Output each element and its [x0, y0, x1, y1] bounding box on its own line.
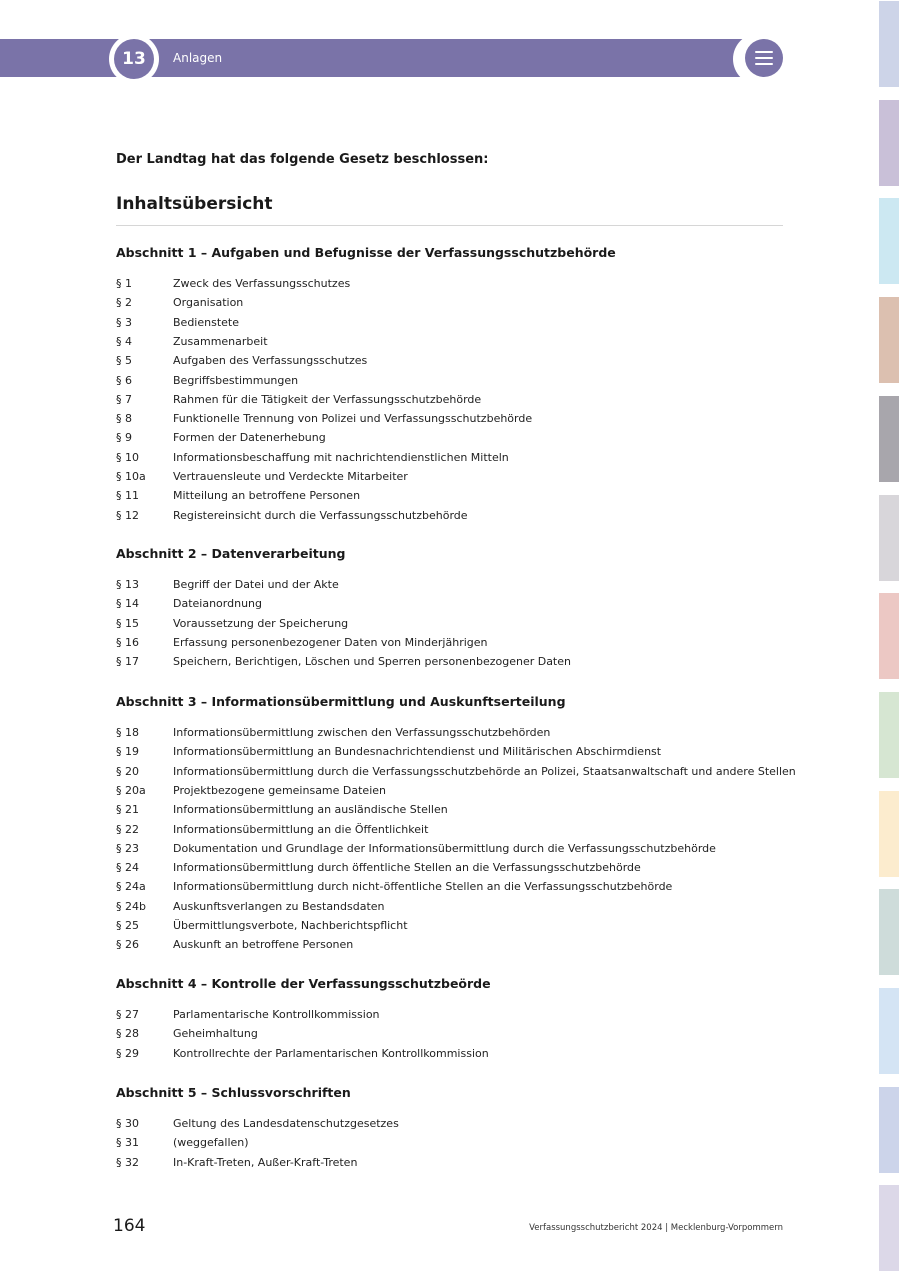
- paragraph-number: § 14: [116, 597, 139, 611]
- intro-text: Der Landtag hat das folgende Gesetz beschlossen:: [116, 152, 489, 167]
- chapter-tab-3[interactable]: [879, 198, 899, 284]
- paragraph-title: In-Kraft-Treten, Außer-Kraft-Treten: [173, 1155, 358, 1169]
- paragraph-number: § 30: [116, 1117, 139, 1130]
- paragraph-number: § 26: [116, 938, 139, 952]
- paragraph-title: Geltung des Landesdatenschutzgesetzes: [173, 1117, 399, 1130]
- paragraph-title: Informationsübermittlung an die Öffentlichkeit: [173, 822, 429, 836]
- paragraph-number: § 23: [116, 841, 139, 855]
- paragraph-number: § 5: [116, 354, 132, 368]
- chapter-tab-7[interactable]: [879, 593, 899, 679]
- footer-text: Verfassungsschutzbericht 2024 | Mecklenburg-Vorpommern: [529, 1223, 783, 1233]
- paragraph-number: § 24a: [116, 880, 146, 894]
- chapter-tab-13[interactable]: [879, 1185, 899, 1271]
- chapter-tab-2[interactable]: [879, 100, 899, 186]
- paragraph-title: Organisation: [173, 296, 244, 310]
- page-number: 164: [113, 1216, 146, 1236]
- paragraph-title: Informationsübermittlung durch öffentliche Stellen an die Verfassungsschutzbehörde: [173, 861, 641, 875]
- paragraph-title: Informationsbeschaffung mit nachrichtendienstlichen Mitteln: [173, 450, 509, 464]
- paragraph-number: § 15: [116, 616, 139, 630]
- section-heading: Abschnitt 1 – Aufgaben und Befugnisse der Verfassungsschutzbehörde: [116, 245, 616, 260]
- menu-button[interactable]: [745, 39, 783, 77]
- chapter-tab-6[interactable]: [879, 495, 899, 581]
- section-heading: Abschnitt 3 – Informationsübermittlung und Auskunftserteilung: [116, 694, 566, 709]
- paragraph-number: § 22: [116, 822, 139, 836]
- chapter-tab-11[interactable]: [879, 988, 899, 1074]
- paragraph-number: § 3: [116, 315, 132, 329]
- paragraph-title: Funktionelle Trennung von Polizei und Verfassungsschutzbehörde: [173, 412, 533, 426]
- paragraph-number: § 1: [116, 277, 132, 290]
- paragraph-title: Kontrollrechte der Parlamentarischen Kontrollkommission: [173, 1046, 489, 1060]
- paragraph-title: Voraussetzung der Speicherung: [173, 616, 349, 630]
- chapter-tab-5[interactable]: [879, 396, 899, 482]
- paragraph-number: § 28: [116, 1027, 139, 1041]
- paragraph-title: Formen der Datenerhebung: [173, 431, 326, 445]
- paragraph-title: Erfassung personenbezogener Daten von Minderjährigen: [173, 635, 488, 649]
- toc-title: Inhaltsübersicht: [116, 194, 273, 214]
- paragraph-title: Dateianordnung: [173, 597, 262, 611]
- paragraph-number: § 25: [116, 919, 139, 932]
- paragraph-number: § 9: [116, 431, 132, 445]
- paragraph-number: § 27: [116, 1008, 139, 1021]
- chapter-tab-4[interactable]: [879, 297, 899, 383]
- paragraph-number: § 10: [116, 450, 139, 464]
- paragraph-title: Auskunftsverlangen zu Bestandsdaten: [173, 899, 385, 913]
- section-heading: Abschnitt 4 – Kontrolle der Verfassungsschutzbeörde: [116, 976, 491, 991]
- paragraph-title: Begriff der Datei und der Akte: [173, 578, 339, 591]
- chapter-tab-9[interactable]: [879, 791, 899, 877]
- paragraph-title: Aufgaben des Verfassungsschutzes: [173, 354, 368, 368]
- paragraph-title: Informationsübermittlung durch nicht-öffentliche Stellen an die Verfassungsschutzbehörde: [173, 880, 673, 894]
- paragraph-number: § 10a: [116, 470, 146, 483]
- paragraph-title: Zusammenarbeit: [173, 334, 268, 348]
- paragraph-number: § 2: [116, 296, 132, 310]
- chapter-tab-1[interactable]: [879, 1, 899, 87]
- paragraph-title: Dokumentation und Grundlage der Informationsübermittlung durch die Verfassungsschutzbehörde: [173, 841, 716, 855]
- chapter-tab-8[interactable]: [879, 692, 899, 778]
- paragraph-number: § 32: [116, 1155, 139, 1169]
- paragraph-title: Zweck des Verfassungsschutzes: [173, 277, 351, 290]
- chapter-number: 13: [114, 39, 154, 79]
- chapter-tab-12[interactable]: [879, 1087, 899, 1173]
- paragraph-number: § 13: [116, 578, 139, 591]
- paragraph-title: Mitteilung an betroffene Personen: [173, 489, 361, 503]
- paragraph-number: § 20: [116, 764, 139, 778]
- paragraph-number: § 29: [116, 1046, 139, 1060]
- hamburger-icon-line-top: [755, 51, 773, 53]
- chapter-tab-10[interactable]: [879, 889, 899, 975]
- paragraph-title: Informationsübermittlung an Bundesnachrichtendienst und Militärischen Abschirmdienst: [173, 745, 662, 759]
- paragraph-number: § 21: [116, 803, 139, 817]
- paragraph-number: § 8: [116, 412, 132, 426]
- paragraph-number: § 11: [116, 489, 139, 503]
- paragraph-number: § 16: [116, 635, 139, 649]
- paragraph-number: § 18: [116, 726, 139, 739]
- paragraph-number: § 12: [116, 508, 139, 522]
- paragraph-title: Informationsübermittlung an ausländische Stellen: [173, 803, 448, 817]
- paragraph-title: Informationsübermittlung durch die Verfassungsschutzbehörde an Polizei, Staatsanwaltschaft und andere Stellen: [173, 764, 796, 778]
- paragraph-title: Vertrauensleute und Verdeckte Mitarbeiter: [173, 470, 408, 483]
- paragraph-title: Informationsübermittlung zwischen den Verfassungsschutzbehörden: [173, 726, 551, 739]
- paragraph-number: § 24: [116, 861, 139, 875]
- paragraph-number: § 31: [116, 1136, 139, 1150]
- chapter-badge: [109, 34, 159, 84]
- hamburger-icon-line-bottom: [755, 63, 773, 65]
- paragraph-title: Rahmen für die Tätigkeit der Verfassungsschutzbehörde: [173, 392, 482, 406]
- paragraph-number: § 19: [116, 745, 139, 759]
- divider: [116, 225, 783, 226]
- paragraph-title: Projektbezogene gemeinsame Dateien: [173, 783, 386, 797]
- paragraph-number: § 17: [116, 655, 139, 669]
- paragraph-title: Speichern, Berichtigen, Löschen und Sperren personenbezogener Daten: [173, 655, 571, 669]
- paragraph-title: Übermittlungsverbote, Nachberichtspflicht: [173, 919, 408, 932]
- paragraph-number: § 24b: [116, 899, 146, 913]
- section-heading: Abschnitt 5 – Schlussvorschriften: [116, 1085, 351, 1100]
- paragraph-title: Geheimhaltung: [173, 1027, 258, 1041]
- paragraph-title: Bedienstete: [173, 315, 239, 329]
- paragraph-title: (weggefallen): [173, 1136, 249, 1150]
- hamburger-icon-line-middle: [755, 57, 773, 59]
- section-label: Anlagen: [173, 51, 223, 65]
- paragraph-title: Begriffsbestimmungen: [173, 373, 299, 387]
- section-heading: Abschnitt 2 – Datenverarbeitung: [116, 546, 346, 561]
- paragraph-title: Parlamentarische Kontrollkommission: [173, 1008, 380, 1021]
- paragraph-number: § 20a: [116, 783, 146, 797]
- paragraph-title: Registereinsicht durch die Verfassungsschutzbehörde: [173, 508, 468, 522]
- paragraph-title: Auskunft an betroffene Personen: [173, 938, 354, 952]
- paragraph-number: § 7: [116, 392, 132, 406]
- paragraph-number: § 4: [116, 334, 132, 348]
- paragraph-number: § 6: [116, 373, 132, 387]
